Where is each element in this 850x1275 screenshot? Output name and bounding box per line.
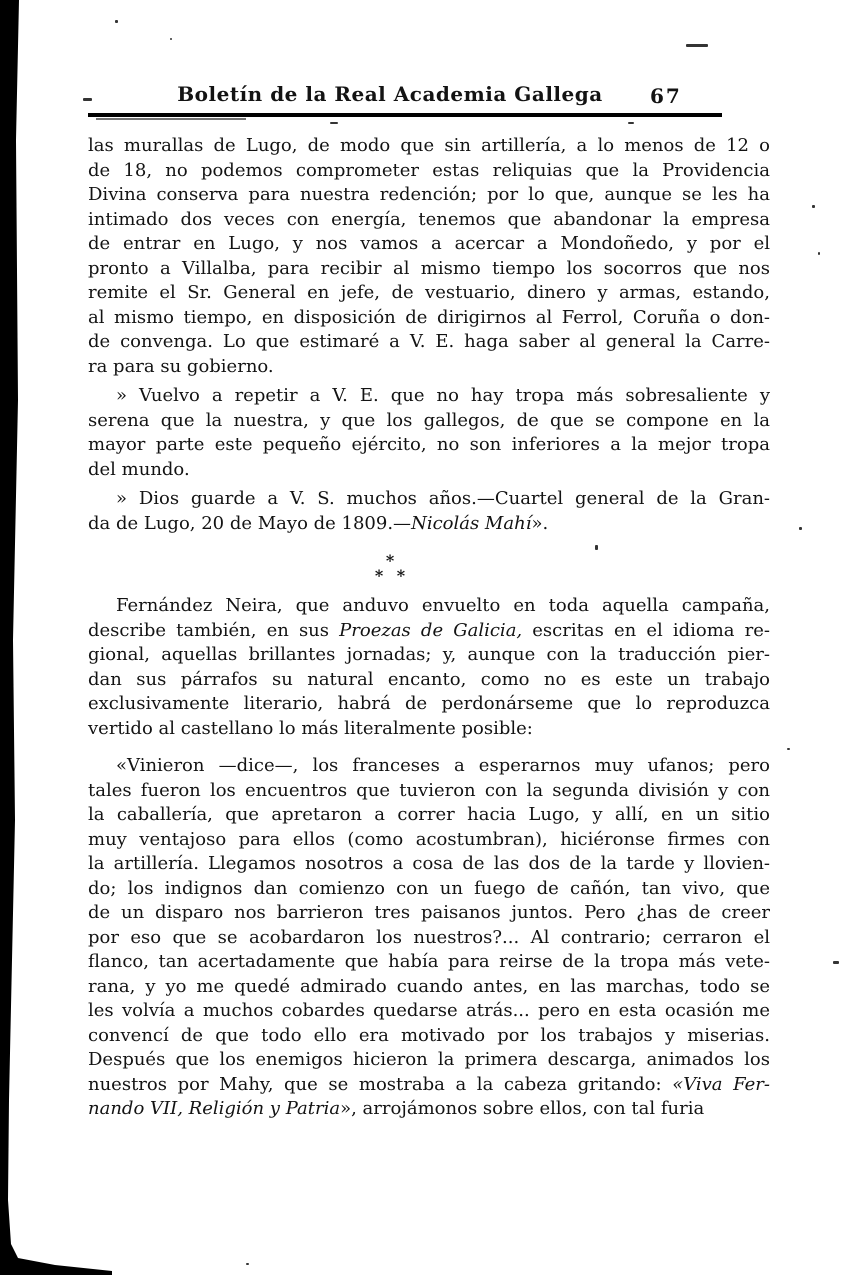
scan-speck [595,545,598,550]
text-line: les volvía a muchos cobardes quedarse atrás... pero en esta ocasión me [88,1000,770,1021]
text-line: Divina conserva para nuestra redención; por lo que, aunque se les ha [88,184,770,205]
scan-speck [246,1263,249,1265]
text-line: remite el Sr. General en jefe, de vestuario, dinero y armas, estando, [88,282,770,303]
text-line: Después que los enemigos hicieron la primera descarga, animados los [88,1049,770,1070]
text-line: las murallas de Lugo, de modo que sin artillería, a lo menos de 12 o [88,135,770,156]
text-line: de convenga. Lo que estimaré a V. E. haga saber al general la Carre- [88,331,770,352]
scan-speck [330,122,338,124]
asterisk-bottom: * * [374,566,406,585]
text-line: » Dios guarde a V. S. muchos años.—Cuartel general de la Gran- [116,488,770,509]
text-line: flanco, tan acertadamente que había para reirse de la tropa más vete- [88,951,770,972]
text-line: dan sus párrafos su natural encanto, como no es este un trabajo [88,668,770,690]
asterisk-top: * [385,551,395,570]
text-line: del mundo. [88,458,190,480]
text-line: por eso que se acobardaron los nuestros?... Al contrario; cerraron el [88,926,770,948]
scan-speck [115,20,118,23]
text-line: nando VII, Religión y Patria», arrojámonos sobre ellos, con tal furia [88,1098,705,1119]
text-line: do; los indignos dan comienzo con un fuego de cañón, tan vivo, que [88,877,770,899]
page-body [88,134,770,1122]
text-line: nuestros por Mahy, que se mostraba a la cabeza gritando: «Viva Fer- [88,1073,770,1095]
scan-speck [812,205,815,208]
page-number: 67 [650,84,682,108]
italic-text: Proezas de Galicia, [339,619,523,641]
text-line: Fernández Neira, que anduvo envuelto en toda aquella campaña, [116,595,770,616]
text-line: de un disparo nos barrieron tres paisanos juntos. Pero ¿has de creer [88,902,770,923]
scan-speck [628,122,634,124]
paragraph [88,487,770,536]
journal-title: Boletín de la Real Academia Gallega [177,82,603,106]
scan-speck [170,38,172,40]
text-line: la caballería, que apretaron a correr hacia Lugo, y allí, en un sitio [88,804,770,825]
header-rule [88,113,722,117]
paragraph [88,594,770,741]
text-line: intimado dos veces con energía, tenemos que abandonar la empresa [88,208,770,230]
text-line: gional, aquellas brillantes jornadas; y, aunque con la traducción pier- [88,644,770,665]
scan-speck [818,252,820,255]
text-line: de 18, no podemos comprometer estas reliquias que la Providencia [88,159,770,181]
text-section [88,134,770,536]
section-divider-asterism [366,553,414,583]
scan-speck [787,748,790,750]
text-line: al mismo tiempo, en disposición de dirigirnos al Ferrol, Coruña o don- [88,306,770,328]
text-section [88,594,770,1122]
text-line: «Vinieron —dice—, los franceses a esperarnos muy ufanos; pero [116,755,770,776]
text-line: exclusivamente literario, habrá de perdonárseme que lo reproduzca [88,693,770,714]
text-line: vertido al castellano lo más literalmente posible: [88,717,533,739]
text-line: ra para su gobierno. [88,355,274,377]
scan-speck [799,527,802,530]
text-line: tales fueron los encuentros que tuvieron con la segunda división y con [88,779,770,801]
page-header [0,0,850,130]
text-line: la artillería. Llegamos nosotros a cosa de las dos de la tarde y llovien- [88,853,770,874]
text-line: serena que la nuestra, y que los gallegos, de que se compone en la [88,409,770,431]
text-line: describe también, en sus Proezas de Galicia, escritas en el idioma re- [88,619,770,641]
scan-speck [833,961,839,964]
paragraph [88,754,770,1122]
scan-speck [83,98,92,101]
text-line: rana, y yo me quedé admirado cuando antes, en las marchas, todo se [88,975,770,997]
italic-text: nando VII, Religión y Patria [88,1098,341,1119]
paragraph [88,384,770,482]
text-line: de entrar en Lugo, y nos vamos a acercar a Mondoñedo, y por el [88,233,770,254]
text-line: convencí de que todo ello era motivado por los trabajos y miserias. [88,1024,770,1046]
text-line: » Vuelvo a repetir a V. E. que no hay tropa más sobresaliente y [116,385,770,406]
text-line: mayor parte este pequeño ejército, no son inferiores a la mejor tropa [88,434,770,455]
scan-speck [686,44,708,47]
italic-text: Nicolás Mahí [411,512,532,534]
text-line: pronto a Villalba, para recibir al mismo tiempo los socorros que nos [88,257,770,279]
italic-text: «Viva Fer- [672,1073,770,1095]
text-line: da de Lugo, 20 de Mayo de 1809.—Nicolás Mahí». [88,512,549,534]
text-line: muy ventajoso para ellos (como acostumbran), hiciéronse firmes con [88,828,770,850]
paragraph [88,134,770,379]
